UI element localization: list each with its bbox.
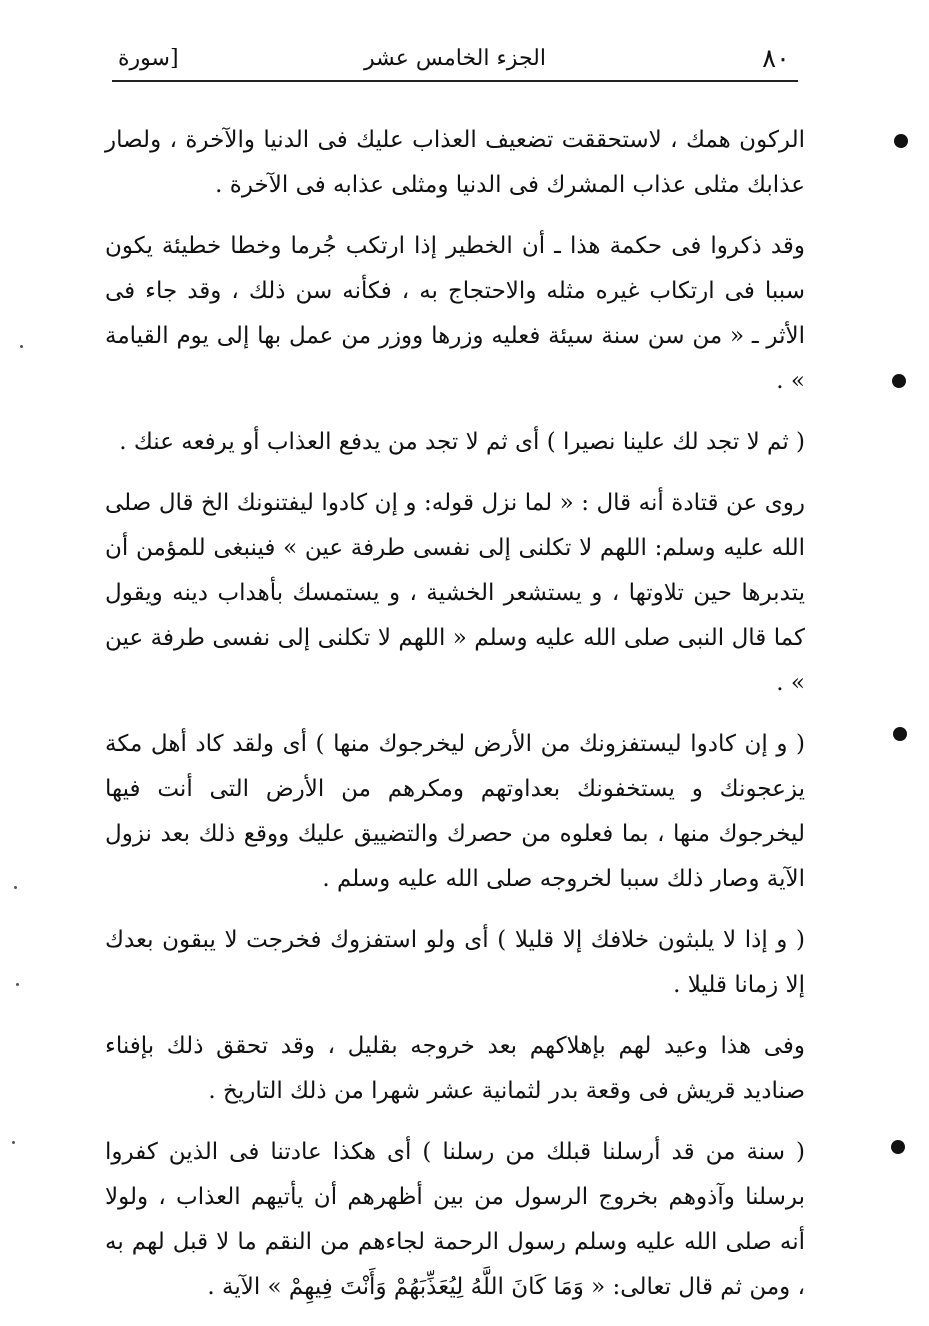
scan-mark-dot [891, 1140, 905, 1154]
scan-speck [16, 983, 19, 986]
scan-speck [20, 345, 23, 348]
scan-mark-dot [894, 134, 908, 148]
header-rule [112, 80, 798, 82]
paragraph-7: وفى هذا وعيد لهم بإهلاكهم بعد خروجه بقليل ، وقد تحقق ذلك بإفناء صناديد قريش فى وقعة بدر لثمانية عشر شهرا من ذلك التاريخ . [105, 1033, 805, 1104]
page-body [105, 118, 805, 1326]
paragraph-3: ( ثم لا تجد لك علينا نصيرا ) أى ثم لا تجد من يدفع العذاب أو يرفعه عنك . [119, 429, 805, 455]
page-header [110, 40, 800, 80]
scan-mark-dot [892, 374, 906, 388]
paragraph-8: ( سنة من قد أرسلنا قبلك من رسلنا ) أى هكذا عادتنا فى الذين كفروا برسلنا وآذوهم بخروج الرسول من بين أظهرهم أن يأتيهم العذاب ، ولولا أنه صلى الله عليه وسلم رسول الرحمة لجاءهم من النقم ما لا قبل لهم به ، ومن ثم قال تعالى: « وَمَا كَانَ اللَّهُ لِيُعَذِّبَهُمْ وَأَنْتَ فِيهِمْ » الآية . [105, 1139, 805, 1300]
running-title: الجزء الخامس عشر [364, 46, 546, 71]
paragraph-1: الركون همك ، لاستحققت تضعيف العذاب عليك فى الدنيا والآخرة ، ولصار عذابك مثلى عذاب المشرك فى الدنيا ومثلى عذابه فى الآخرة . [105, 127, 805, 198]
surah-label: [سورة [118, 46, 179, 71]
paragraph-2: وقد ذكروا فى حكمة هذا ـ أن الخطير إذا ارتكب جُرما وخطا خطيئة يكون سببا فى ارتكاب غيره مثله والاحتجاج به ، فكأنه سن ذلك ، وقد جاء فى الأثر ـ « من سن سنة سيئة فعليه وزرها ووزر من عمل بها إلى يوم القيامة » . [105, 233, 805, 394]
scan-speck [14, 886, 17, 889]
scan-mark-dot [893, 727, 907, 741]
paragraph-5: ( و إن كادوا ليستفزونك من الأرض ليخرجوك منها ) أى ولقد كاد أهل مكة يزعجونك و يستخفونك بعداوتهم ومكرهم من الأرض التى أنت فيها ليخرجوك منها ، بما فعلوه من حصرك والتضييق عليك ووقع ذلك بعد نزول الآية وصار ذلك سببا لخروجه صلى الله عليه وسلم . [105, 731, 805, 892]
page-number: ٨٠ [762, 44, 790, 74]
scan-speck [12, 1141, 15, 1144]
paragraph-4: روى عن قتادة أنه قال : « لما نزل قوله: و إن كادوا ليفتنونك الخ قال صلى الله عليه وسلم: اللهم لا تكلنى إلى نفسى طرفة عين » فينبغى للمؤمن أن يتدبرها حين تلاوتها ، و يستشعر الخشية ، و يستمسك بأهداب دينه ويقول كما قال النبى صلى الله عليه وسلم « اللهم لا تكلنى إلى نفسى طرفة عين » . [105, 490, 805, 696]
paragraph-6: ( و إذا لا يلبثون خلافك إلا قليلا ) أى ولو استفزوك فخرجت لا يبقون بعدك إلا زمانا قليلا . [105, 927, 805, 998]
